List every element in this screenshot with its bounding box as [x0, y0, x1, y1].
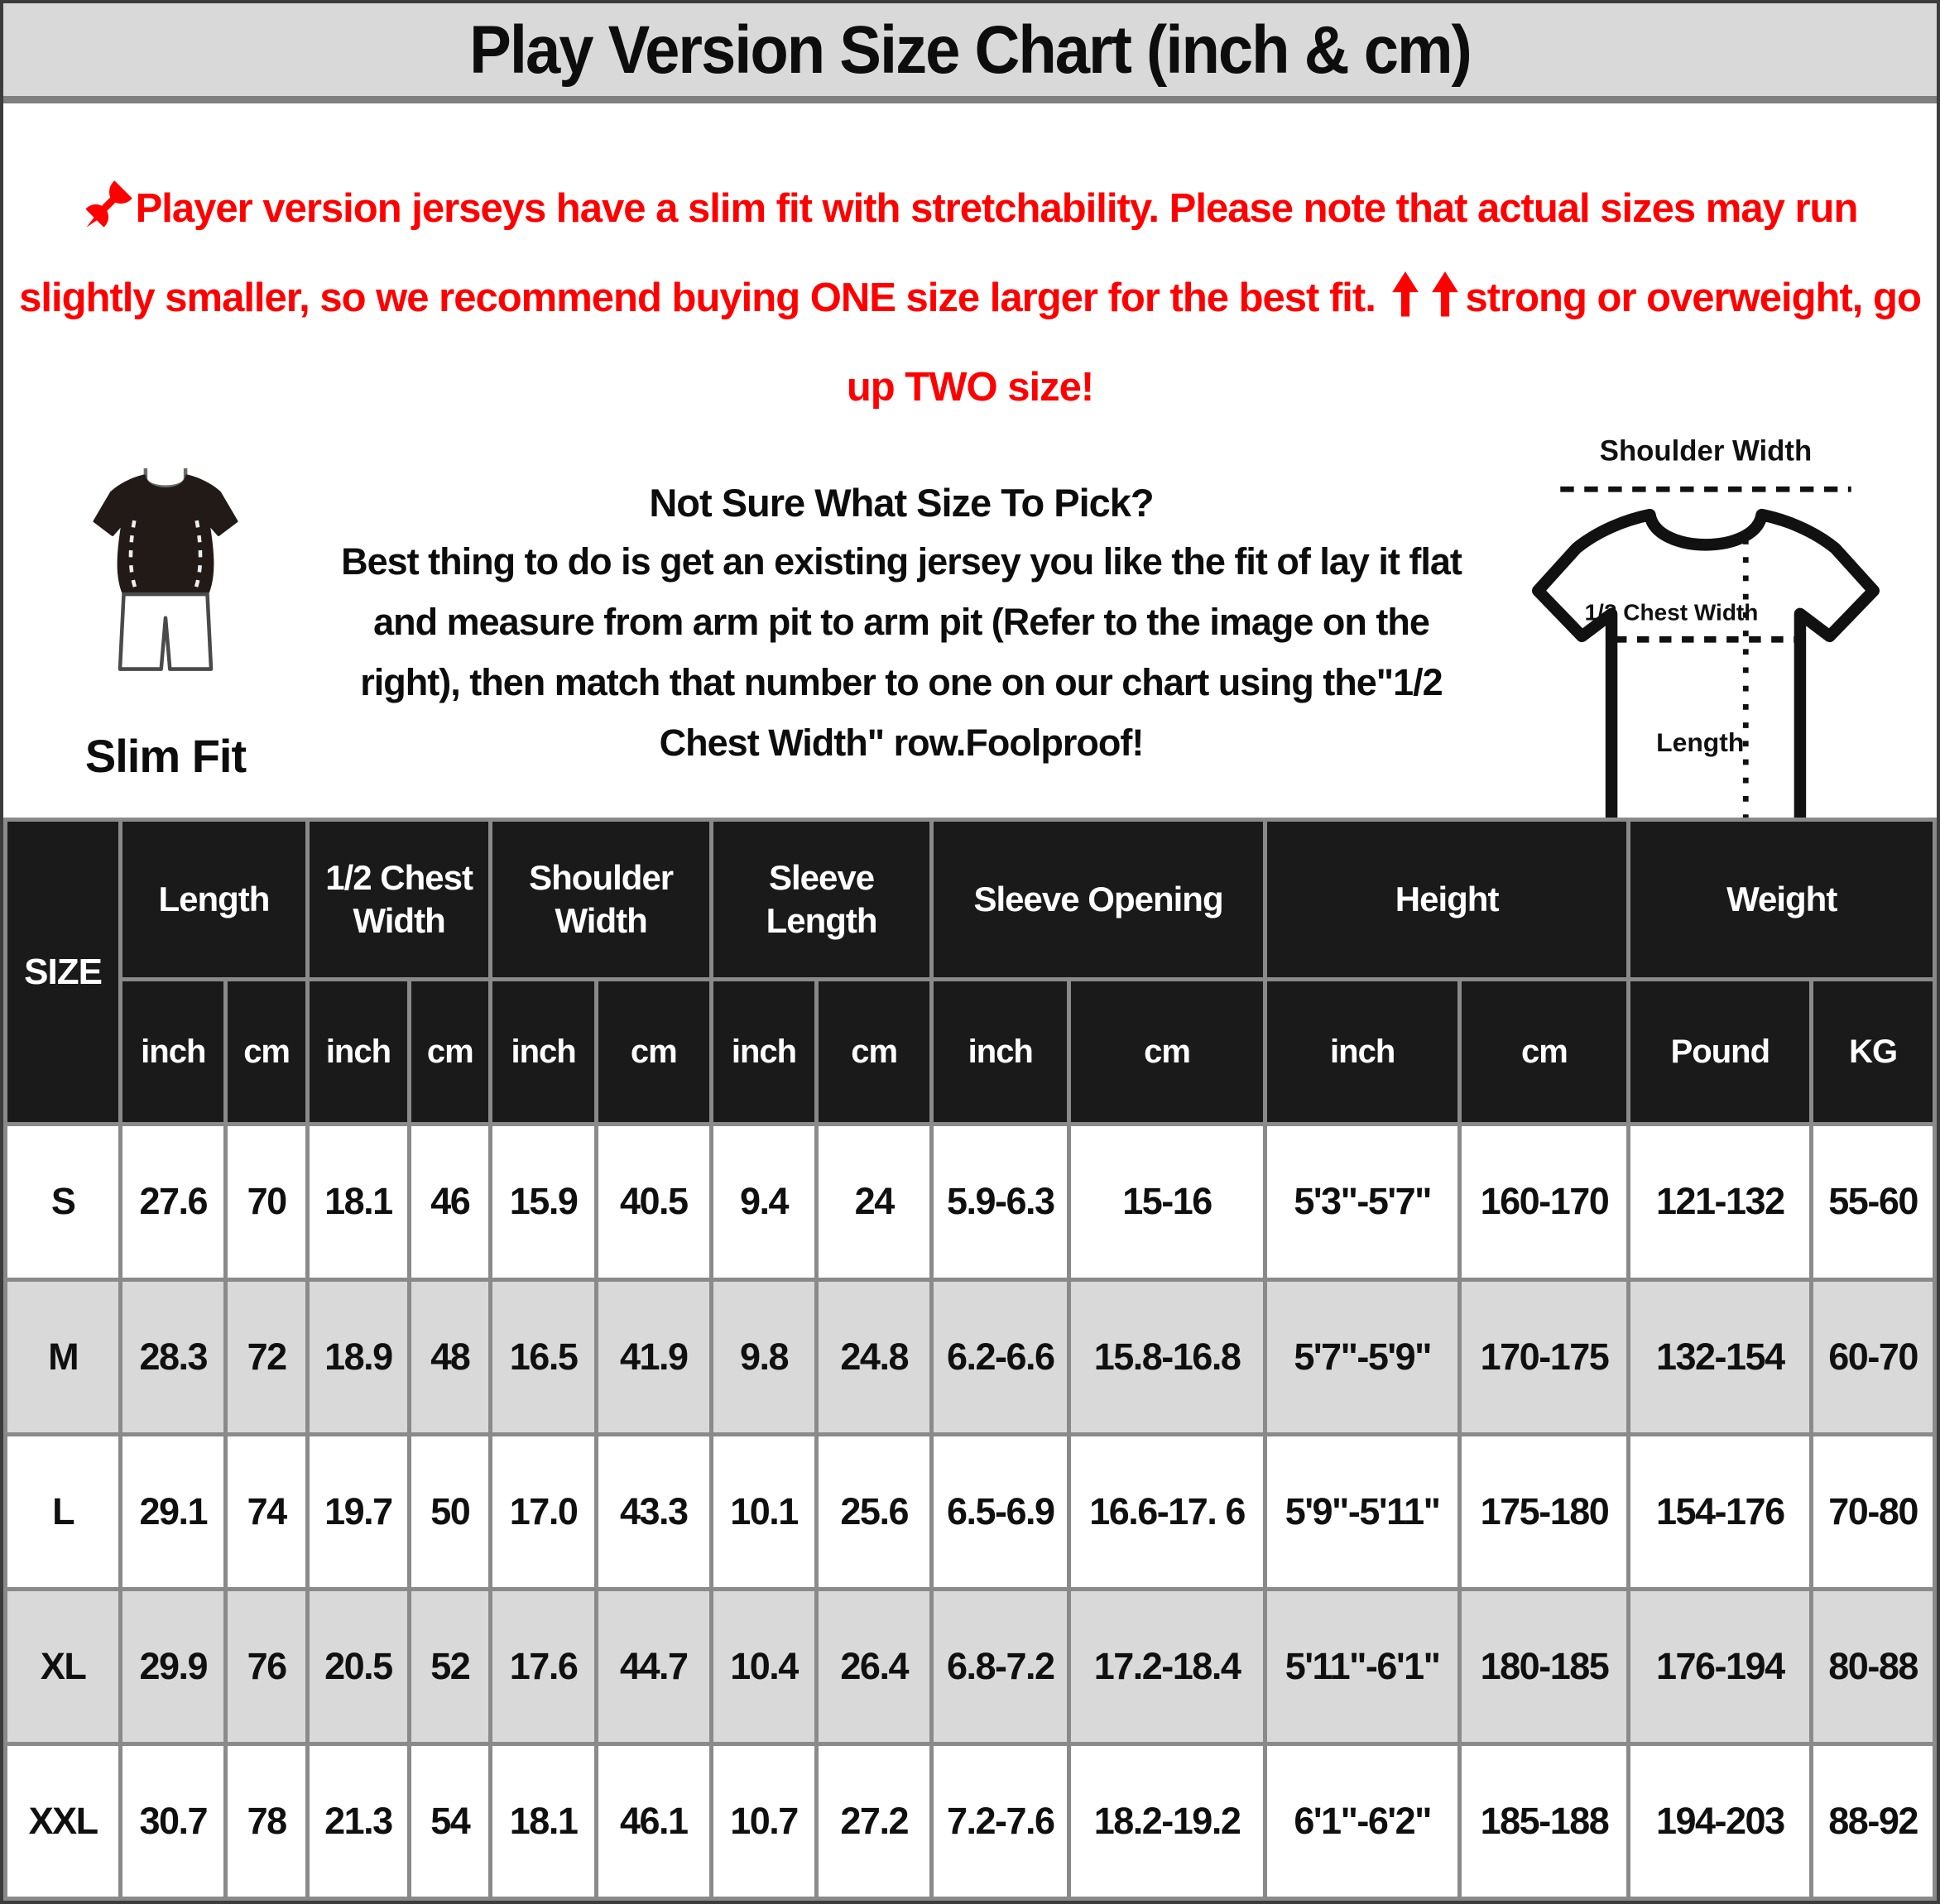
size-value-cell: 10.1 — [711, 1434, 816, 1589]
size-value-cell: 176-194 — [1629, 1589, 1812, 1743]
size-row — [6, 1279, 1935, 1434]
size-value-cell: 78 — [226, 1743, 307, 1898]
size-value-cell: 88-92 — [1812, 1743, 1935, 1898]
size-value-cell: 27.6 — [121, 1125, 226, 1279]
size-row-label: XXL — [6, 1743, 121, 1898]
size-value-cell: 18.1 — [491, 1743, 596, 1898]
size-value-cell: 26.4 — [817, 1589, 932, 1743]
up-arrow-icon — [1391, 261, 1419, 309]
size-value-cell: 46 — [410, 1125, 491, 1279]
col-header-half-chest-width: 1/2 Chest Width — [307, 820, 491, 980]
table-unit-header-row — [6, 980, 1935, 1125]
col-header-sleeve-opening: Sleeve Opening — [932, 820, 1265, 980]
size-value-cell: 7.2-7.6 — [932, 1743, 1069, 1898]
size-row-label: XL — [6, 1589, 121, 1743]
size-row-label: L — [6, 1434, 121, 1589]
size-value-cell: 27.2 — [817, 1743, 932, 1898]
size-value-cell: 6.2-6.6 — [932, 1279, 1069, 1434]
size-table-body — [6, 1125, 1935, 1899]
up-arrow-icon — [1431, 261, 1459, 309]
slim-fit-figure-icon — [84, 455, 247, 703]
size-value-cell: 185-188 — [1460, 1743, 1629, 1898]
size-row-label: S — [6, 1125, 121, 1279]
size-value-cell: 5'9"-5'11" — [1265, 1434, 1460, 1589]
size-value-cell: 15.8-16.8 — [1069, 1279, 1265, 1434]
size-value-cell: 44.7 — [596, 1589, 711, 1743]
size-value-cell: 30.7 — [121, 1743, 226, 1898]
unit-header: cm — [410, 980, 491, 1125]
size-value-cell: 50 — [410, 1434, 491, 1589]
size-value-cell: 18.9 — [307, 1279, 409, 1434]
size-value-cell: 48 — [410, 1279, 491, 1434]
title-band — [3, 3, 1937, 103]
size-value-cell: 5.9-6.3 — [932, 1125, 1069, 1279]
size-value-cell: 9.4 — [711, 1125, 816, 1279]
size-value-cell: 72 — [226, 1279, 307, 1434]
diagram-shoulder-label: Shoulder Width — [1599, 435, 1813, 468]
unit-header: cm — [817, 980, 932, 1125]
col-header-sleeve-length: Sleeve Length — [711, 820, 931, 980]
size-value-cell: 80-88 — [1812, 1589, 1935, 1743]
size-value-cell: 170-175 — [1460, 1279, 1629, 1434]
size-value-cell: 194-203 — [1629, 1743, 1812, 1898]
size-value-cell: 55-60 — [1812, 1125, 1935, 1279]
size-value-cell: 60-70 — [1812, 1279, 1935, 1434]
unit-header: cm — [596, 980, 711, 1125]
size-value-cell: 9.8 — [711, 1279, 816, 1434]
size-value-cell: 29.1 — [121, 1434, 226, 1589]
unit-header: cm — [1069, 980, 1265, 1125]
size-value-cell: 16.6-17. 6 — [1069, 1434, 1265, 1589]
size-row — [6, 1125, 1935, 1279]
size-value-cell: 10.7 — [711, 1743, 816, 1898]
size-value-cell: 54 — [410, 1743, 491, 1898]
size-value-cell: 28.3 — [121, 1279, 226, 1434]
fit-note — [3, 103, 1937, 432]
size-value-cell: 15-16 — [1069, 1125, 1265, 1279]
size-row-label: M — [6, 1279, 121, 1434]
size-value-cell: 17.2-18.4 — [1069, 1589, 1265, 1743]
size-value-cell: 18.2-19.2 — [1069, 1743, 1265, 1898]
size-pick-help — [298, 444, 1505, 774]
size-value-cell: 154-176 — [1629, 1434, 1812, 1589]
size-row — [6, 1434, 1935, 1589]
size-value-cell: 17.6 — [491, 1589, 596, 1743]
unit-header: Pound — [1629, 980, 1812, 1125]
size-value-cell: 160-170 — [1460, 1125, 1629, 1279]
size-value-cell: 6.5-6.9 — [932, 1434, 1069, 1589]
size-value-cell: 43.3 — [596, 1434, 711, 1589]
size-value-cell: 175-180 — [1460, 1434, 1629, 1589]
col-header-size: SIZE — [6, 820, 121, 1125]
size-value-cell: 70 — [226, 1125, 307, 1279]
size-value-cell: 132-154 — [1629, 1279, 1812, 1434]
table-group-header-row — [6, 820, 1935, 980]
unit-header: inch — [711, 980, 816, 1125]
guide-heading: Not Sure What Size To Pick? — [649, 481, 1154, 525]
size-table — [3, 818, 1937, 1901]
col-header-weight: Weight — [1629, 820, 1935, 980]
fit-note-text-1: Player version jerseys have a slim fit with stretchability. Please note that actual sizes may run slightly smaller, so we recommend buying ONE size larger for the best fit. — [19, 186, 1858, 320]
size-value-cell: 5'7"-5'9" — [1265, 1279, 1460, 1434]
size-value-cell: 19.7 — [307, 1434, 409, 1589]
size-value-cell: 74 — [226, 1434, 307, 1589]
size-value-cell: 70-80 — [1812, 1434, 1935, 1589]
size-value-cell: 76 — [226, 1589, 307, 1743]
size-value-cell: 40.5 — [596, 1125, 711, 1279]
size-value-cell: 18.1 — [307, 1125, 409, 1279]
size-row — [6, 1589, 1935, 1743]
unit-header: cm — [226, 980, 307, 1125]
size-value-cell: 10.4 — [711, 1589, 816, 1743]
size-value-cell: 5'11"-6'1" — [1265, 1589, 1460, 1743]
size-value-cell: 24.8 — [817, 1279, 932, 1434]
size-value-cell: 180-185 — [1460, 1589, 1629, 1743]
size-value-cell: 121-132 — [1629, 1125, 1812, 1279]
unit-header: cm — [1460, 980, 1629, 1125]
size-row — [6, 1743, 1935, 1898]
size-value-cell: 46.1 — [596, 1743, 711, 1898]
size-value-cell: 25.6 — [817, 1434, 932, 1589]
size-value-cell: 21.3 — [307, 1743, 409, 1898]
unit-header: inch — [307, 980, 409, 1125]
size-value-cell: 15.9 — [491, 1125, 596, 1279]
size-value-cell: 52 — [410, 1589, 491, 1743]
size-table-wrap — [3, 818, 1937, 1901]
unit-header: inch — [1265, 980, 1460, 1125]
slim-fit-figure — [33, 444, 298, 783]
size-value-cell: 6'1"-6'2" — [1265, 1743, 1460, 1898]
size-value-cell: 41.9 — [596, 1279, 711, 1434]
size-value-cell: 24 — [817, 1125, 932, 1279]
diagram-length-label: Length — [1656, 727, 1745, 758]
size-value-cell: 16.5 — [491, 1279, 596, 1434]
unit-header: KG — [1812, 980, 1935, 1125]
size-value-cell: 17.0 — [491, 1434, 596, 1589]
diagram-chest-label: 1/2 Chest Width — [1584, 599, 1759, 626]
col-header-length: Length — [121, 820, 308, 980]
size-guide-section — [3, 432, 1937, 818]
slim-fit-label: Slim Fit — [84, 730, 247, 783]
size-value-cell: 20.5 — [307, 1589, 409, 1743]
unit-header: inch — [121, 980, 226, 1125]
size-value-cell: 5'3"-5'7" — [1265, 1125, 1460, 1279]
col-header-shoulder-width: Shoulder Width — [491, 820, 711, 980]
pushpin-icon — [83, 173, 134, 224]
col-header-height: Height — [1265, 820, 1629, 980]
size-value-cell: 6.8-7.2 — [932, 1589, 1069, 1743]
size-value-cell: 29.9 — [121, 1589, 226, 1743]
guide-body: Best thing to do is get an existing jersey you like the fit of lay it flat and measure from arm pit to arm pit (Refer to the image on the right), then match that number to one on our chart using the"1/2 Chest Width" row.Foolproof! — [341, 540, 1462, 765]
unit-header: inch — [932, 980, 1069, 1125]
unit-header: inch — [491, 980, 596, 1125]
fit-note-text-2: strong or overweight, go up TWO size! — [846, 275, 1921, 410]
page-title: Play Version Size Chart (inch & cm) — [469, 12, 1471, 88]
